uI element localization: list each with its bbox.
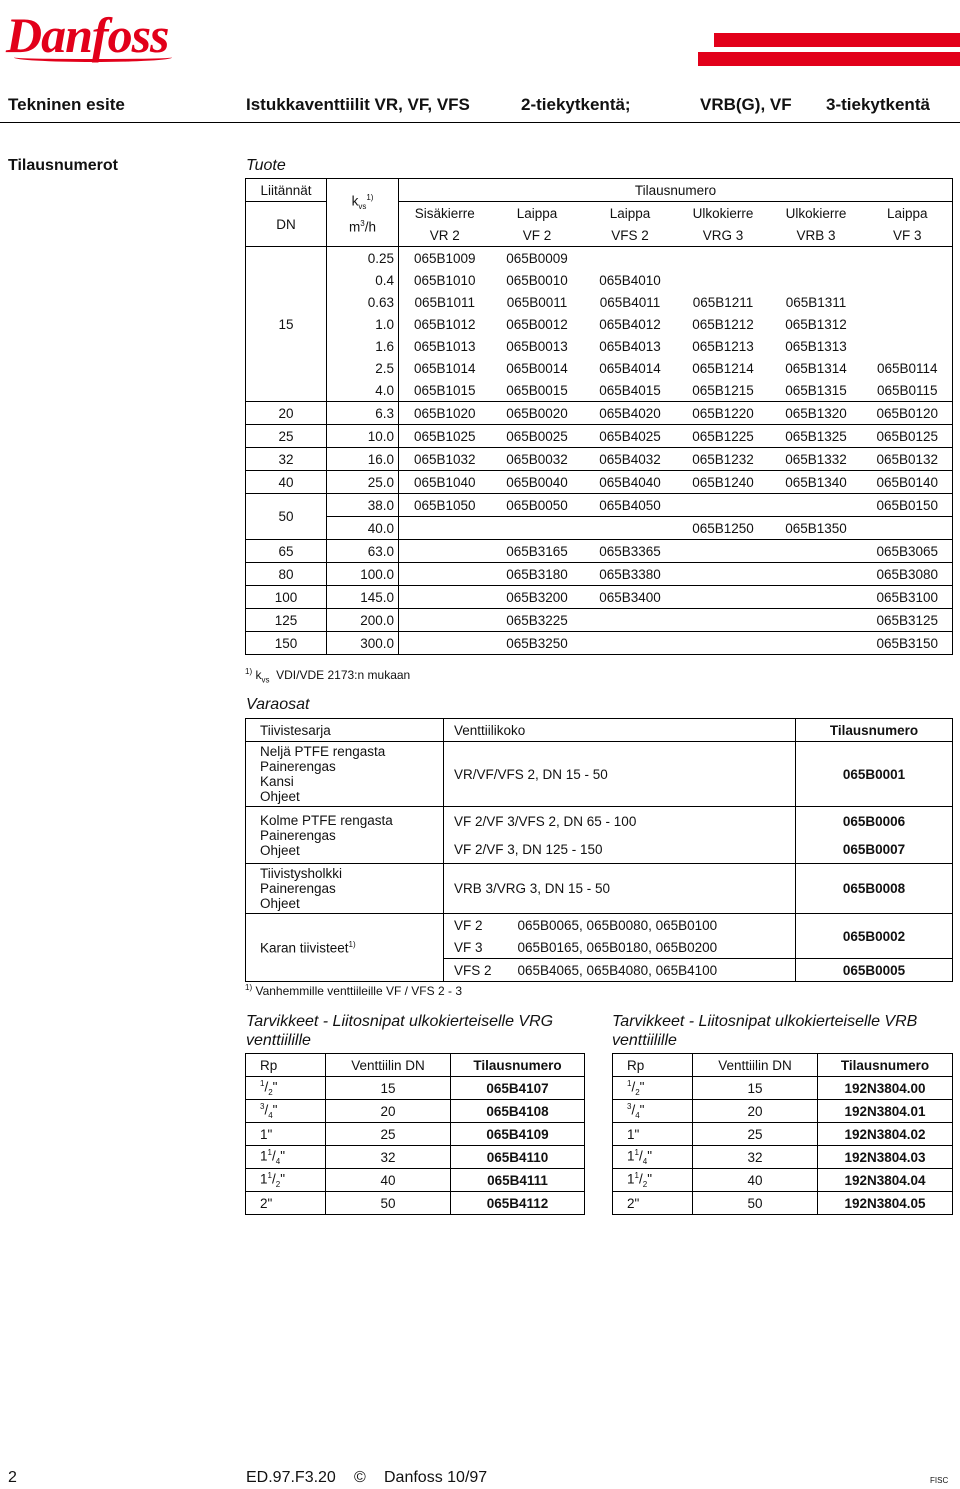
order-code-cell: 065B4010 (599, 272, 661, 288)
order-code-cell: 065B1350 (770, 517, 863, 540)
table-row (246, 379, 953, 402)
spare-model-vfs2: VFS 2 (444, 959, 514, 982)
order-code-cell: 065B1320 (770, 402, 863, 425)
rp-cell: $^1/_2$" (613, 1077, 693, 1100)
order-code-cell: 065B1050 (399, 494, 491, 517)
spares-caption: Varaosat (246, 696, 310, 713)
order-code-cell (863, 291, 953, 313)
order-code-cell: 065B1025 (399, 425, 491, 448)
model-header: VFS 2 (611, 227, 649, 243)
type-header: Laippa (863, 202, 953, 225)
table-row (246, 471, 953, 494)
table-row (246, 247, 953, 270)
spare-col-code: Tilausnumero (796, 719, 953, 742)
table-row (246, 1169, 585, 1192)
table-row (246, 402, 953, 425)
table-header-row (613, 1054, 953, 1077)
spare-code-1: 065B0001 (796, 742, 953, 807)
order-code-cell: 065B3250 (491, 632, 584, 655)
order-code-cell: 065B1240 (677, 471, 770, 494)
rp-cell: 1" (246, 1123, 326, 1146)
order-code-cell: 065B4050 (584, 494, 677, 517)
order-code-cell: 065B0015 (491, 379, 584, 402)
order-code-cell: 065B3125 (863, 609, 953, 632)
order-code-cell: 065B1013 (413, 338, 476, 354)
order-code-cell: 065B3100 (863, 586, 953, 609)
spare-model-vf2: VF 2 (444, 914, 514, 937)
vrb-accessory-table (612, 1053, 953, 1215)
model-header: VF 3 (863, 224, 953, 247)
order-code-cell: 065B1332 (770, 448, 863, 471)
type-header: Laippa (584, 202, 677, 225)
order-code-cell (677, 540, 770, 563)
order-code-cell: 065B1225 (677, 425, 770, 448)
table-row (246, 291, 953, 313)
danfoss-logo: Danfoss (6, 7, 169, 63)
doc-type: Tekninen esite (8, 95, 125, 114)
order-code-cell: 065B0125 (863, 425, 953, 448)
product-name: Istukkaventtiilit VR, VF, VFS (246, 95, 470, 114)
table-row (246, 335, 953, 357)
order-code-cell: 065B1213 (692, 338, 754, 354)
kvs-cell: 10.0 (327, 425, 399, 448)
vrb-accessory-title: Tarvikkeet - Liitosnipat ulkokierteiselle VRB venttiilille (612, 1013, 918, 1049)
order-code-cell: 065B3400 (584, 586, 677, 609)
three-way-models: VRB(G), VF (700, 95, 792, 114)
language-code: FISC (930, 1476, 949, 1485)
table-row (246, 1123, 585, 1146)
product-order-table (245, 178, 953, 655)
dn-cell: 40 (693, 1169, 818, 1192)
company-date: Danfoss 10/97 (384, 1469, 488, 1486)
dn-cell: 32 (693, 1146, 818, 1169)
order-code-cell: 065B1211 (692, 294, 754, 310)
spare-code-2a: 065B0006 (796, 807, 953, 836)
order-code-cell: 065B1040 (399, 471, 491, 494)
kvs-cell: 4.0 (327, 379, 399, 402)
order-code-cell: 065B4040 (584, 471, 677, 494)
dn-header: DN (246, 202, 327, 247)
dn-cell: 25 (246, 425, 327, 448)
rp-cell: 2" (613, 1192, 693, 1215)
order-code-cell: 065B4020 (584, 402, 677, 425)
dn-cell: 80 (246, 563, 327, 586)
order-code-cell: 065B4032 (584, 448, 677, 471)
spare-codes-vf3: 065B0165, 065B0180, 065B0200 (517, 939, 718, 955)
order-code-cell (677, 269, 770, 291)
rp-header: Rp (246, 1054, 326, 1077)
order-code-cell (770, 540, 863, 563)
order-code-cell (491, 517, 584, 540)
dn-cell: 25 (693, 1123, 818, 1146)
spare-size-2a: VF 2/VF 3/VFS 2, DN 65 - 100 (444, 807, 796, 836)
spare-model-vf3: VF 3 (444, 936, 514, 959)
order-code-cell: 065B1314 (785, 360, 847, 376)
table-row (613, 1169, 953, 1192)
order-code-cell: 065B1214 (692, 360, 754, 376)
rp-cell: $1^1/_2$" (613, 1169, 693, 1192)
order-code-cell: 065B4014 (599, 360, 661, 376)
order-code-cell (677, 563, 770, 586)
type-header: Ulkokierre (770, 202, 863, 225)
page-number: 2 (8, 1469, 17, 1486)
spare-size-1: VR/VF/VFS 2, DN 15 - 50 (444, 742, 796, 807)
order-code-cell: 065B0014 (506, 360, 568, 376)
table-row (613, 1146, 953, 1169)
dn-cell: 15 (326, 1077, 451, 1100)
spare-col-set: Tiivistesarja (260, 722, 331, 738)
order-code-cell: 065B0020 (491, 402, 584, 425)
order-code-cell (770, 247, 863, 270)
order-code-cell (584, 517, 677, 540)
order-code-cell (677, 632, 770, 655)
order-code-cell: 065B0032 (491, 448, 584, 471)
doc-code: ED.97.F3.20 (246, 1469, 336, 1486)
order-code-cell: 065B1010 (413, 272, 476, 288)
brand-bar (714, 33, 960, 47)
order-code-cell: 065B4011 (599, 294, 661, 310)
table-row (246, 494, 953, 517)
table-row (246, 269, 953, 291)
kvs-cell: 200.0 (327, 609, 399, 632)
spare-code-2b: 065B0007 (796, 835, 953, 864)
table-row (246, 1100, 585, 1123)
order-code-cell: 065B0040 (491, 471, 584, 494)
order-code-cell: 065B0025 (491, 425, 584, 448)
spare-code-3: 065B0008 (796, 864, 953, 914)
three-way-label: 3-tiekytkentä (826, 95, 930, 114)
order-code-cell: 065B4025 (584, 425, 677, 448)
kvs-cell: 1.0 (327, 313, 399, 335)
order-code-cell: 065B1312 (785, 316, 847, 332)
table-row (246, 357, 953, 379)
kvs-cell: 25.0 (327, 471, 399, 494)
order-code-cell: 065B0011 (506, 294, 568, 310)
order-code-cell (863, 269, 953, 291)
table-row (613, 1100, 953, 1123)
rp-cell: 2" (246, 1192, 326, 1215)
spare-codes-vf2: 065B0065, 065B0080, 065B0100 (517, 917, 718, 933)
order-code-cell: 065B1325 (770, 425, 863, 448)
table-row (246, 609, 953, 632)
order-code-cell (863, 247, 953, 270)
kvs-cell: 2.5 (327, 357, 399, 379)
order-code-cell (677, 609, 770, 632)
rp-cell: $^3/_4$" (246, 1100, 326, 1123)
order-code-cell (584, 247, 677, 270)
model-header: VF 2 (522, 227, 552, 243)
rp-header: Rp (613, 1054, 693, 1077)
order-code-cell: 065B4109 (451, 1123, 585, 1146)
order-code-cell: 065B0150 (863, 494, 953, 517)
order-code-cell (584, 609, 677, 632)
dn-cell: 50 (693, 1192, 818, 1215)
order-code-cell: 065B4012 (599, 316, 661, 332)
order-code-cell: 065B4110 (451, 1146, 585, 1169)
table-row (246, 586, 953, 609)
order-code-cell: 192N3804.00 (818, 1077, 953, 1100)
type-header: Sisäkierre (399, 202, 491, 225)
order-code-cell (863, 517, 953, 540)
order-code-cell (677, 586, 770, 609)
table-row (246, 448, 953, 471)
dn-cell: 25 (326, 1123, 451, 1146)
order-code-cell: 065B1232 (677, 448, 770, 471)
kvs-cell: 300.0 (327, 632, 399, 655)
order-code-cell (584, 632, 677, 655)
kvs-cell: 38.0 (327, 494, 399, 517)
table-row (613, 1192, 953, 1215)
dn-cell: 40 (326, 1169, 451, 1192)
order-code-cell: 065B0140 (863, 471, 953, 494)
order-number-header: Tilausnumero (399, 179, 953, 202)
order-code-cell: 065B1009 (399, 247, 491, 270)
spare-parts-table (245, 718, 953, 982)
spare-set-1: Neljä PTFE rengasta Painerengas Kansi Ohjeet (260, 744, 386, 804)
order-code-cell: 065B1215 (677, 379, 770, 402)
order-code-cell: 065B0012 (506, 316, 568, 332)
rp-cell: $1^1/_2$" (246, 1169, 326, 1192)
spare-col-size: Venttiilikoko (444, 719, 796, 742)
dn-cell: 50 (326, 1192, 451, 1215)
order-code-cell: 065B1220 (677, 402, 770, 425)
table-row (246, 313, 953, 335)
order-code-cell: 065B0009 (491, 247, 584, 270)
order-code-cell: 065B3150 (863, 632, 953, 655)
order-code-cell (399, 632, 491, 655)
table-row (613, 1123, 953, 1146)
order-code-cell: 065B3065 (863, 540, 953, 563)
kvs-cell: 40.0 (327, 517, 399, 540)
order-code-cell: 065B1313 (785, 338, 847, 354)
order-code-cell: 065B4111 (451, 1169, 585, 1192)
dn-cell: 65 (246, 540, 327, 563)
dn-cell: 20 (326, 1100, 451, 1123)
order-code-cell: 192N3804.02 (818, 1123, 953, 1146)
table-row (246, 632, 953, 655)
connections-header: Liitännät (246, 179, 327, 202)
kvs-cell: 0.63 (327, 291, 399, 313)
order-code-cell: 065B1032 (399, 448, 491, 471)
dn-cell: 32 (246, 448, 327, 471)
order-code-cell (770, 586, 863, 609)
dn-cell: 150 (246, 632, 327, 655)
rp-cell: $^3/_4$" (613, 1100, 693, 1123)
spare-set-3: Tiivistysholkki Painerengas Ohjeet (260, 866, 343, 911)
table-row (246, 563, 953, 586)
order-code-cell: 065B1340 (770, 471, 863, 494)
order-code-cell: 065B0010 (506, 272, 568, 288)
model-header: VR 2 (399, 224, 491, 247)
order-code-cell: 065B1250 (677, 517, 770, 540)
spare-set-2: Kolme PTFE rengasta Painerengas Ohjeet (260, 812, 393, 858)
order-header: Tilausnumero (451, 1054, 585, 1077)
copyright-symbol: © (354, 1469, 366, 1486)
rp-cell: 1" (613, 1123, 693, 1146)
order-code-cell: 065B4112 (451, 1192, 585, 1215)
spare-code-4: 065B0002 (796, 914, 953, 959)
type-header: Laippa (491, 202, 584, 225)
spare-code-5: 065B0005 (796, 959, 953, 982)
product-caption: Tuote (246, 157, 286, 174)
order-code-cell (399, 609, 491, 632)
order-code-cell: 065B1015 (399, 379, 491, 402)
order-code-cell (399, 563, 491, 586)
table-header-row (246, 1054, 585, 1077)
order-code-cell: 065B0120 (863, 402, 953, 425)
vrg-accessory-table (245, 1053, 585, 1215)
order-code-cell: 065B3200 (491, 586, 584, 609)
order-code-cell: 065B0114 (863, 357, 953, 379)
order-code-cell: 065B3225 (491, 609, 584, 632)
kvs-cell: 6.3 (327, 402, 399, 425)
order-code-cell (677, 494, 770, 517)
order-code-cell: 065B1012 (413, 316, 476, 332)
kvs-cell: 1.6 (327, 335, 399, 357)
order-code-cell (770, 269, 863, 291)
order-code-cell: 065B3165 (491, 540, 584, 563)
kvs-header: $k_{vs}^{1)}$ $m^3/h$ (327, 179, 399, 247)
order-code-cell: 192N3804.04 (818, 1169, 953, 1192)
order-code-cell: 065B0115 (863, 379, 953, 402)
dn-cell: 50 (246, 494, 327, 540)
dn-cell: 20 (693, 1100, 818, 1123)
table-row (246, 1146, 585, 1169)
kvs-cell: 0.25 (327, 247, 399, 270)
dn-header: Venttiilin DN (693, 1054, 818, 1077)
kvs-cell: 145.0 (327, 586, 399, 609)
product-footnote: $^{1)}$ $k_{vs}$ VDI/VDE 2173:n mukaan (245, 667, 411, 685)
order-code-cell (399, 586, 491, 609)
order-code-cell (677, 247, 770, 270)
spare-set-4: Karan tiivisteet$^{1)}$ (260, 939, 356, 956)
order-code-cell: 065B1020 (399, 402, 491, 425)
order-code-cell (863, 335, 953, 357)
kvs-cell: 0.4 (327, 269, 399, 291)
dn-cell: 100 (246, 586, 327, 609)
order-code-cell: 065B1315 (770, 379, 863, 402)
order-code-cell: 065B3080 (863, 563, 953, 586)
kvs-cell: 16.0 (327, 448, 399, 471)
section-title: Tilausnumerot (8, 157, 118, 174)
spare-codes-vfs2: 065B4065, 065B4080, 065B4100 (517, 962, 718, 978)
dn-cell: 125 (246, 609, 327, 632)
two-way-label: 2-tiekytkentä; (521, 95, 631, 114)
table-row (246, 1192, 585, 1215)
rp-cell: $1^1/_4$" (246, 1146, 326, 1169)
dn-cell: 20 (246, 402, 327, 425)
order-code-cell: 065B3380 (584, 563, 677, 586)
order-code-cell: 065B4013 (599, 338, 661, 354)
order-code-cell: 192N3804.01 (818, 1100, 953, 1123)
spare-size-3: VRB 3/VRG 3, DN 15 - 50 (444, 864, 796, 914)
vrg-accessory-title: Tarvikkeet - Liitosnipat ulkokierteiselle VRG venttiilille (246, 1013, 554, 1049)
order-code-cell: 192N3804.05 (818, 1192, 953, 1215)
order-code-cell: 065B3365 (584, 540, 677, 563)
kvs-cell: 100.0 (327, 563, 399, 586)
order-code-cell (863, 313, 953, 335)
dn-cell: 15 (246, 247, 327, 402)
spares-footnote: $^{1)}$ Vanhemmille venttiileille VF / VFS 2 - 3 (245, 983, 462, 998)
order-code-cell: 065B1014 (413, 360, 476, 376)
order-code-cell (770, 609, 863, 632)
order-code-cell: 065B1311 (785, 294, 847, 310)
type-header: Ulkokierre (677, 202, 770, 225)
table-row (246, 540, 953, 563)
rp-cell: $1^1/_4$" (613, 1146, 693, 1169)
order-code-cell: 065B0013 (506, 338, 568, 354)
dn-header: Venttiilin DN (326, 1054, 451, 1077)
model-header: VRG 3 (702, 227, 744, 243)
dn-cell: 32 (326, 1146, 451, 1169)
dn-cell: 15 (693, 1077, 818, 1100)
order-code-cell: 065B0050 (491, 494, 584, 517)
table-row (246, 425, 953, 448)
table-row (246, 1077, 585, 1100)
order-code-cell: 065B1011 (414, 294, 476, 310)
order-code-cell: 065B3180 (491, 563, 584, 586)
order-code-cell: 065B4108 (451, 1100, 585, 1123)
model-header: VRB 3 (796, 227, 836, 243)
table-row (613, 1077, 953, 1100)
table-row (246, 517, 953, 540)
kvs-cell: 63.0 (327, 540, 399, 563)
order-code-cell: 192N3804.03 (818, 1146, 953, 1169)
order-code-cell (770, 632, 863, 655)
order-code-cell: 065B4015 (584, 379, 677, 402)
order-code-cell: 065B0132 (863, 448, 953, 471)
rp-cell: $^1/_2$" (246, 1077, 326, 1100)
spare-size-2b: VF 2/VF 3, DN 125 - 150 (444, 835, 796, 864)
order-code-cell (399, 540, 491, 563)
order-code-cell: 065B1212 (692, 316, 754, 332)
header-rule (0, 122, 960, 123)
order-code-cell (399, 517, 491, 540)
brand-bar (698, 52, 960, 66)
order-code-cell (770, 563, 863, 586)
order-code-cell (770, 494, 863, 517)
order-code-cell: 065B4107 (451, 1077, 585, 1100)
order-header: Tilausnumero (818, 1054, 953, 1077)
dn-cell: 40 (246, 471, 327, 494)
